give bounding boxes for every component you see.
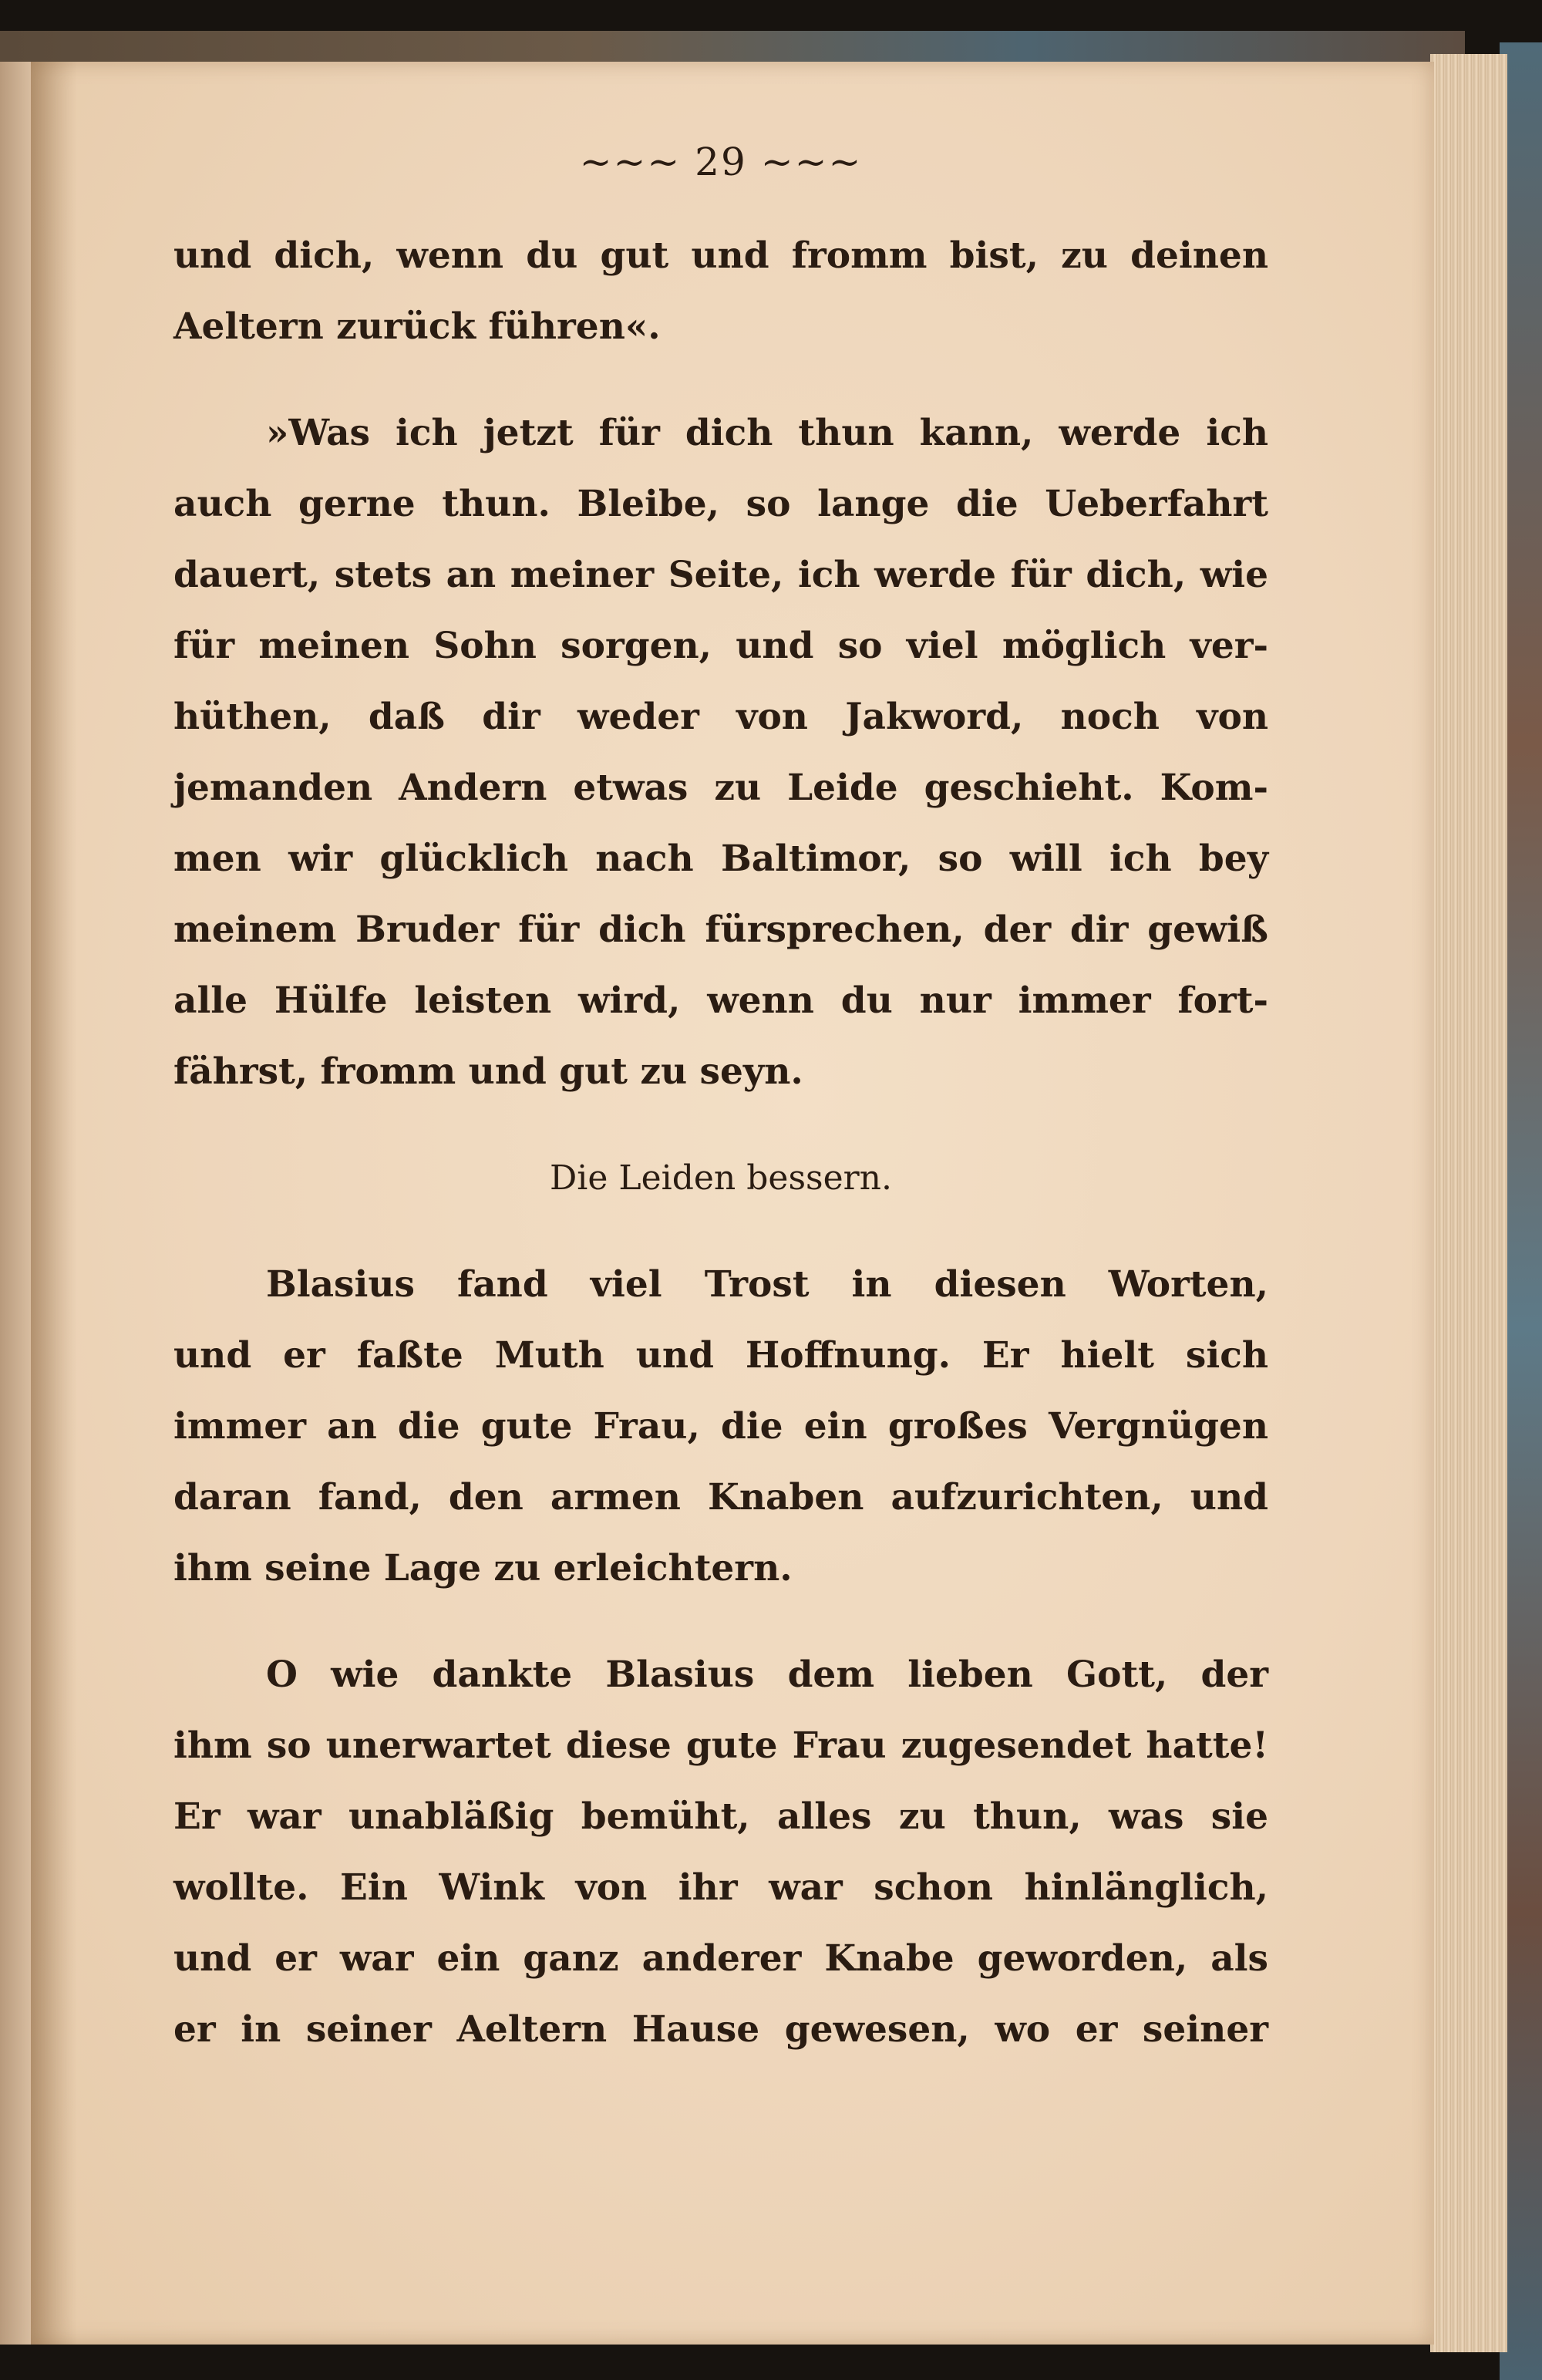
- text-line: O wie dankte Blasius dem lieben Gott, der: [266, 1654, 1268, 1696]
- text-line: und er war ein ganz anderer Knabe geworden, als: [173, 1937, 1268, 1980]
- text-line: Er war unabläßig bemüht, alles zu thun, was sie: [173, 1795, 1268, 1838]
- text-line: auch gerne thun. Bleibe, so lange die Ueberfahrt: [173, 483, 1268, 525]
- text-line: hüthen, daß dir weder von Jakword, noch von: [173, 696, 1268, 738]
- text-line: daran fand, den armen Knaben aufzurichten, und: [173, 1476, 1268, 1519]
- paragraph: [173, 221, 1268, 362]
- text-line: dauert, stets an meiner Seite, ich werde für dich, wie: [173, 554, 1268, 596]
- previous-page-edge: [0, 62, 31, 2345]
- paragraph: [173, 1249, 1268, 1604]
- text-line: »Was ich jetzt für dich thun kann, werde ich: [266, 412, 1268, 454]
- text-line: jemanden Andern etwas zu Leide geschieht. Kom-: [173, 767, 1268, 809]
- text-line: Aeltern zurück führen«.: [173, 305, 661, 348]
- text-line: Blasius fand viel Trost in diesen Worten,: [266, 1263, 1268, 1306]
- text-line: ihm so unerwartet diese gute Frau zugesendet hatte!: [173, 1724, 1268, 1767]
- section-heading: Die Leiden bessern.: [550, 1158, 892, 1198]
- text-line: men wir glücklich nach Baltimor, so will ich bey: [173, 838, 1268, 880]
- text-line: er in seiner Aeltern Hause gewesen, wo er seiner: [173, 2008, 1268, 2051]
- page-block-edges: [1430, 54, 1507, 2352]
- text-line: fährst, fromm und gut zu seyn.: [173, 1050, 803, 1093]
- text-line: für meinen Sohn sorgen, und so viel möglich ver-: [173, 625, 1268, 667]
- text-line: alle Hülfe leisten wird, wenn du nur immer fort-: [173, 979, 1268, 1022]
- gutter-shadow: [31, 62, 77, 2345]
- text-line: wollte. Ein Wink von ihr war schon hinlänglich,: [173, 1866, 1268, 1909]
- paragraph: [173, 398, 1268, 1107]
- text-line: und dich, wenn du gut und fromm bist, zu deinen: [173, 234, 1268, 277]
- text-line: meinem Bruder für dich fürsprechen, der dir gewiß: [173, 909, 1268, 951]
- text-line: und er faßte Muth und Hoffnung. Er hielt sich: [173, 1334, 1268, 1377]
- page-number: ~~~ 29 ~~~: [579, 140, 863, 184]
- paragraph: [173, 1640, 1268, 2065]
- text-line: ihm seine Lage zu erleichtern.: [173, 1547, 793, 1589]
- page-text: [173, 139, 1268, 2065]
- text-line: immer an die gute Frau, die ein großes Vergnügen: [173, 1405, 1268, 1448]
